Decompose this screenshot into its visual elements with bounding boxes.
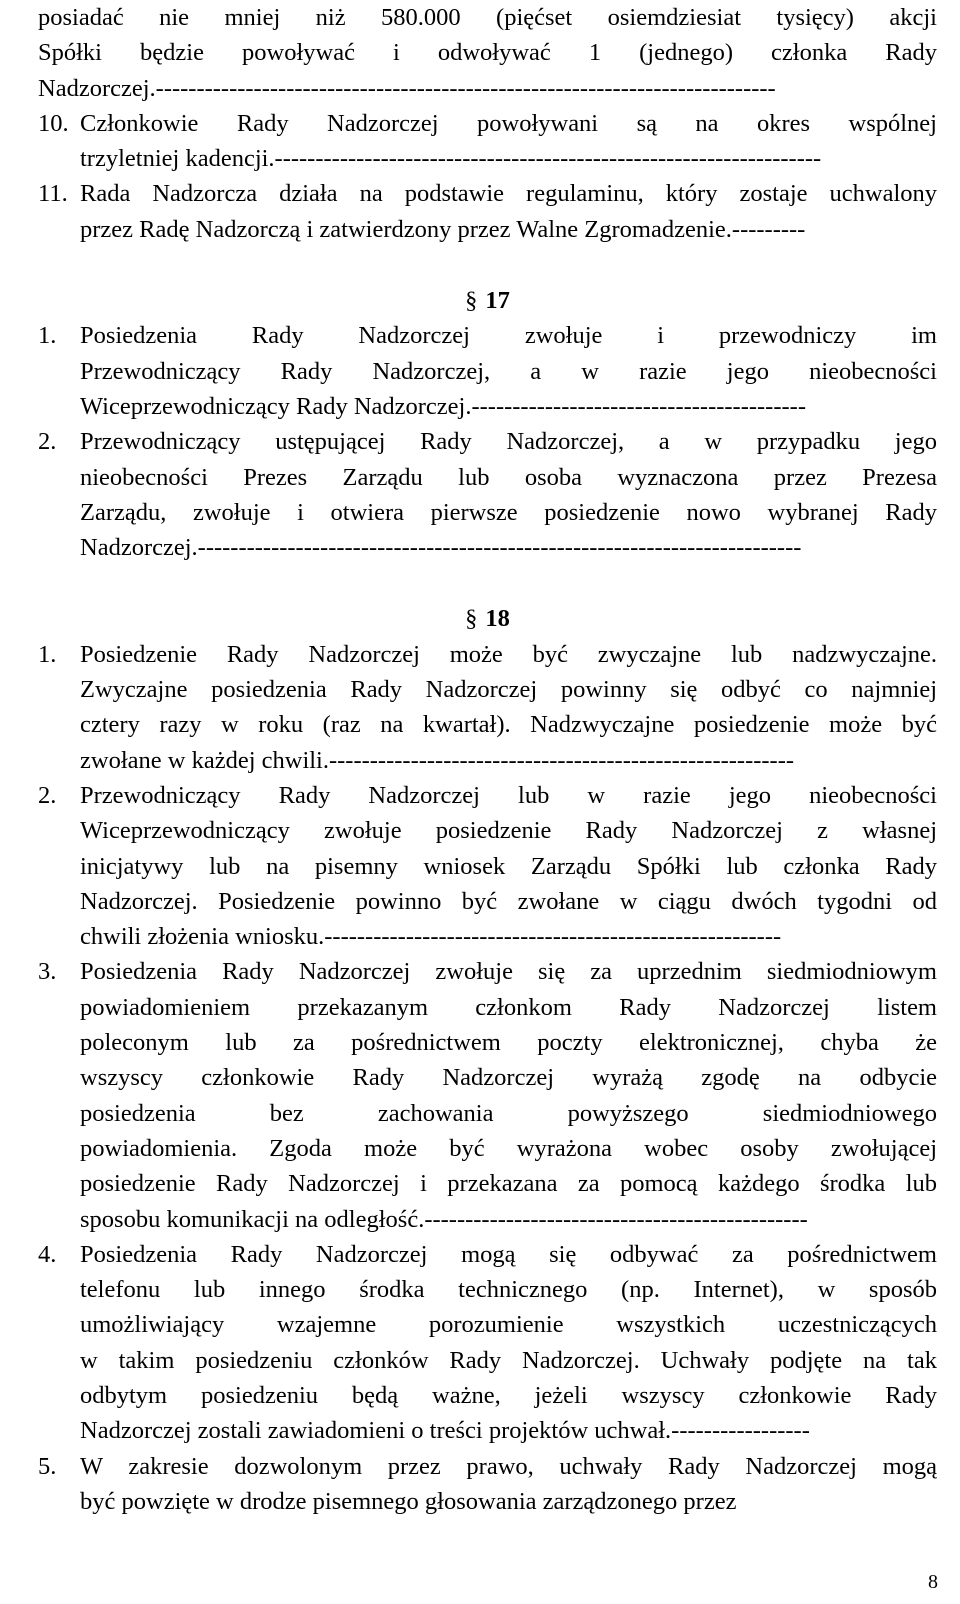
text-line: W zakresie dozwolonym przez prawo, uchwały Rady Nadzorczej mogą [80, 1452, 937, 1480]
spacer [38, 247, 937, 283]
text-line: powiadomieniem przekazanym członkom Rady Nadzorczej listem [80, 993, 937, 1021]
item-number: 5. [38, 1452, 57, 1480]
text-line: wszyscy członkowie Rady Nadzorczej wyrażą zgodę na odbycie [80, 1064, 937, 1092]
item-number: 2. [38, 428, 57, 456]
list-item [38, 106, 937, 177]
section-heading-17 [38, 283, 937, 318]
list-item [38, 318, 937, 424]
text-line: Wiceprzewodniczący zwołuje posiedzenie Rady Nadzorczej z własnej [80, 817, 937, 845]
text-line: przez Radę Nadzorczą i zatwierdzony przez Walne Zgromadzenie.--------- [80, 215, 806, 243]
item-number: 1. [38, 640, 57, 668]
text-line: Wiceprzewodniczący Rady Nadzorczej.----------------------------------------- [80, 392, 806, 420]
text-line: odbytym posiedzeniu będą ważne, jeżeli wszyscy członkowie Rady [80, 1381, 937, 1409]
item-number: 11. [38, 180, 68, 208]
list-item [38, 1237, 937, 1449]
text-line: powiadomienia. Zgoda może być wyrażona wobec osoby zwołującej [80, 1134, 937, 1162]
text-line: trzyletniej kadencji.------------------------------------------------------------------- [80, 145, 822, 173]
spacer [38, 565, 937, 601]
list-item [38, 424, 937, 565]
section-symbol: § [465, 287, 478, 315]
text-line: być powzięte w drodze pisemnego głosowania zarządzonego przez [80, 1487, 737, 1515]
text-line: umożliwiający wzajemne porozumienie wszystkich uczestniczących [80, 1311, 937, 1339]
text-line: Przewodniczący ustępującej Rady Nadzorczej, a w przypadku jego [80, 428, 937, 456]
text-line: Nadzorczej.-------------------------------------------------------------------------- [80, 534, 802, 562]
list-item [38, 1449, 937, 1520]
item-number: 4. [38, 1240, 57, 1268]
text-line: poleconym lub za pośrednictwem poczty elektronicznej, chyba że [80, 1029, 937, 1057]
text-line: posiedzenia bez zachowania powyższego siedmiodniowego [80, 1099, 937, 1127]
text-line: chwili złożenia wniosku.-------------------------------------------------------- [80, 923, 782, 951]
list-item [38, 637, 937, 778]
section-symbol: § [465, 605, 478, 633]
text-line: w takim posiedzeniu członków Rady Nadzorczej. Uchwały podjęte na tak [80, 1346, 937, 1374]
section-heading-18 [38, 601, 937, 636]
text-line: zwołane w każdej chwili.--------------------------------------------------------- [80, 746, 795, 774]
text-line: Zarządu, zwołuje i otwiera pierwsze posiedzenie nowo wybranej Rady [80, 498, 937, 526]
numbered-list-a [38, 106, 937, 247]
text-line: Rada Nadzorcza działa na podstawie regulaminu, który zostaje uchwalony [80, 180, 937, 208]
document-page [38, 0, 937, 1519]
text-line: Posiedzenia Rady Nadzorczej zwołuje i przewodniczy im [80, 322, 937, 350]
text-line: Posiedzenia Rady Nadzorczej zwołuje się za uprzednim siedmiodniowym [80, 958, 937, 986]
text-line: Przewodniczący Rady Nadzorczej, a w razie jego nieobecności [80, 357, 937, 385]
text-line: Posiedzenie Rady Nadzorczej może być zwyczajne lub nadzwyczajne. [80, 640, 937, 668]
text-line: cztery razy w roku (raz na kwartał). Nadzwyczajne posiedzenie może być [80, 711, 937, 739]
text-line: Zwyczajne posiedzenia Rady Nadzorczej powinny się odbyć co najmniej [80, 676, 937, 704]
list-item [38, 176, 937, 247]
text-line: sposobu komunikacji na odległość.----------------------------------------------- [80, 1205, 808, 1233]
text-line: Nadzorczej zostali zawiadomieni o treści projektów uchwał.----------------- [80, 1417, 810, 1445]
text-line: posiedzenie Rady Nadzorczej i przekazana za pomocą każdego środka lub [80, 1170, 937, 1198]
text-line: Posiedzenia Rady Nadzorczej mogą się odbywać za pośrednictwem [80, 1240, 937, 1268]
list-item [38, 778, 937, 954]
item-number: 10. [38, 109, 69, 137]
text-line: Nadzorczej. Posiedzenie powinno być zwołane w ciągu dwóch tygodni od [80, 887, 937, 915]
section-number: 17 [485, 287, 510, 315]
list-item [38, 954, 937, 1236]
section-number: 18 [485, 605, 510, 633]
text-line: posiadać nie mniej niż 580.000 (pięćset osiemdziesiat tysięcy) akcji [38, 4, 937, 31]
text-line: nieobecności Prezes Zarządu lub osoba wyznaczona przez Prezesa [80, 463, 937, 491]
numbered-list-18 [38, 637, 937, 1519]
paragraph-continuation [38, 0, 937, 106]
item-number: 3. [38, 958, 57, 986]
text-line: Spółki będzie powoływać i odwoływać 1 (jednego) członka Rady [38, 39, 937, 67]
item-number: 1. [38, 322, 57, 350]
text-line: Nadzorczej.---------------------------------------------------------------------------- [38, 74, 776, 102]
item-number: 2. [38, 781, 57, 809]
numbered-list-17 [38, 318, 937, 565]
text-line: Przewodniczący Rady Nadzorczej lub w razie jego nieobecności [80, 781, 937, 809]
text-line: telefonu lub innego środka technicznego (np. Internet), w sposób [80, 1276, 937, 1304]
page-number: 8 [928, 1571, 938, 1593]
text-line: inicjatywy lub na pisemny wniosek Zarządu Spółki lub członka Rady [80, 852, 937, 880]
text-line: Członkowie Rady Nadzorczej powoływani są na okres wspólnej [80, 109, 937, 137]
